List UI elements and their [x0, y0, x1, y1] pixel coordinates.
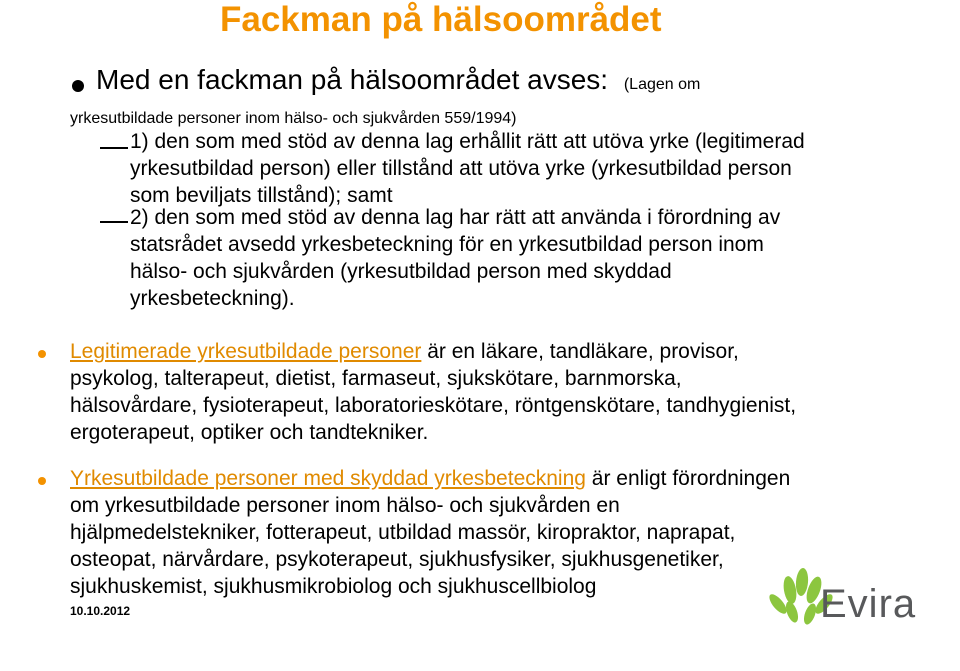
bullet2-line-1: Legitimerade yrkesutbildade personer är en läkare, tandläkare, provisor,: [70, 340, 739, 363]
bullet3-line-4: osteopat, närvårdare, psykoterapeut, sjukhusfysiker, sjukhusgenetiker,: [70, 548, 724, 571]
page-title: Fackman på hälsoområdet: [220, 0, 662, 39]
item1-line-1: 1) den som med stöd av denna lag erhållit rätt att utöva yrke (legitimerad: [130, 130, 805, 153]
slide-date: 10.10.2012: [70, 604, 131, 618]
item1-line-2: yrkesutbildad person) eller tillstånd att utöva yrke (yrkesutbildad person: [130, 157, 792, 180]
evira-logo-text: Evira: [820, 582, 917, 626]
bullet3-line-1: Yrkesutbildade personer med skyddad yrkesbeteckning är enligt förordningen: [70, 467, 791, 490]
bullet3-line-3: hjälpmedelstekniker, fotterapeut, utbildad massör, kiropraktor, naprapat,: [70, 521, 736, 544]
dash-item-2: [100, 221, 128, 223]
bullet3-line-5: sjukhuskemist, sjukhusmikrobiolog och sjukhuscellbiolog: [70, 575, 597, 598]
dash-item-1: [100, 147, 128, 149]
bullet3-line-2: om yrkesutbildade personer inom hälso- och sjukvården en: [70, 494, 620, 517]
bullet-dot: [38, 477, 46, 485]
main-heading: Med en fackman på hälsoområdet avses: (Lagen om: [96, 64, 701, 95]
bullet2-line-4: ergoterapeut, optiker och tandtekniker.: [70, 421, 429, 444]
item1-line-3: som beviljats tillstånd); samt: [130, 184, 393, 207]
bullet-dot: [38, 350, 46, 358]
bullet-dot: [72, 80, 84, 92]
bullet2-line-3: hälsovårdare, fysioterapeut, laboratorieskötare, röntgenskötare, tandhygienist,: [70, 394, 797, 417]
item2-line-3: hälso- och sjukvården (yrkesutbildad person med skyddad: [130, 260, 672, 283]
legitimerade-link[interactable]: Legitimerade yrkesutbildade personer: [70, 340, 422, 363]
law-reference: yrkesutbildade personer inom hälso- och sjukvården 559/1994): [70, 110, 517, 127]
item2-line-4: yrkesbeteckning).: [130, 287, 295, 310]
skyddad-yrkesbeteckning-link[interactable]: Yrkesutbildade personer med skyddad yrkesbeteckning: [70, 467, 586, 490]
item2-line-2: statsrådet avsedd yrkesbeteckning för en yrkesutbildad person inom: [130, 233, 764, 256]
bullet2-line-2: psykolog, talterapeut, dietist, farmaseut, sjukskötare, barnmorska,: [70, 367, 682, 390]
item2-line-1: 2) den som med stöd av denna lag har rätt att använda i förordning av: [130, 206, 781, 229]
